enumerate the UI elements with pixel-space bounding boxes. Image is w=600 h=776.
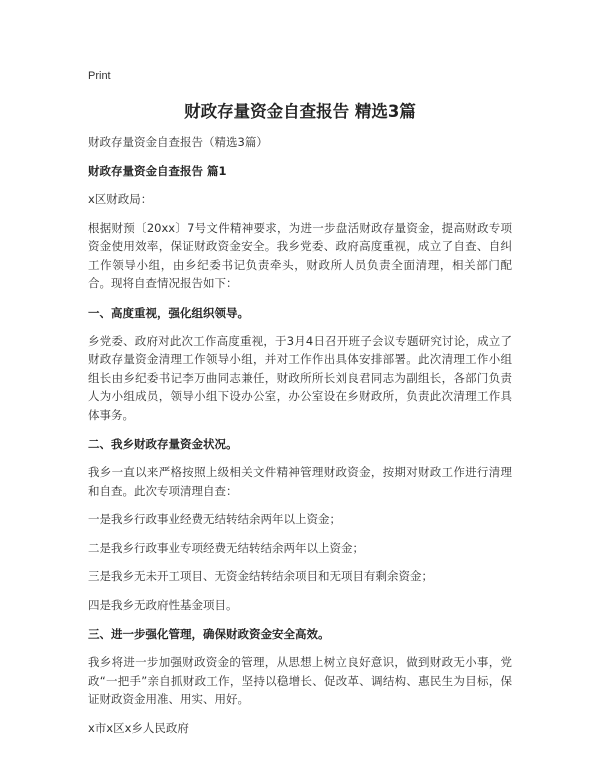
list-item-two: 二是我乡行政事业专项经费无结转结余两年以上资金； <box>88 540 364 555</box>
salutation: x区财政局： <box>88 192 153 206</box>
list-item-four: 四是我乡无政府性基金项目。 <box>88 597 238 612</box>
list-item-one: 一是我乡行政事业经费无结转结余两年以上资金； <box>88 512 341 526</box>
document-title: 财政存量资金自查报告 精选3篇 <box>184 102 416 121</box>
document-subtitle: 财政存量资金自查报告（精选3篇） <box>88 135 268 149</box>
paragraph-three: 我乡将进一步加强财政资金的管理，从思想上树立良好意识，做到财政无小事，党政“一把手”亲自抓财政工作，坚持以稳增长、促改革、调结构、惠民生为目标，保证财政资金用准、用实、用好。 <box>88 655 512 706</box>
heading-two: 二、我乡财政存量资金状况。 <box>88 437 238 451</box>
signature: x市x区x乡人民政府 <box>88 720 189 735</box>
print-label[interactable]: Print <box>88 70 111 82</box>
document-page <box>88 66 512 737</box>
section-title: 财政存量资金自查报告 篇1 <box>88 164 227 178</box>
paragraph-two: 我乡一直以来严格按照上级相关文件精神管理财政资金，按期对财政工作进行清理和自查。此次专项清理自查： <box>88 465 512 498</box>
heading-three: 三、进一步强化管理，确保财政资金安全高效。 <box>88 627 330 641</box>
list-item-three: 三是我乡无未开工项目、无资金结转结余项目和无项目有剩余资金； <box>88 569 433 583</box>
heading-one: 一、高度重视，强化组织领导。 <box>88 305 249 320</box>
intro-paragraph: 根据财预〔20xx〕7号文件精神要求，为进一步盘活财政存量资金，提高财政专项资金使用效率，保证财政资金安全。我乡党委、政府高度重视，成立了自查、自纠工作领导小组，由乡纪委书记负责牵头，财政所人员负责全面清理，相关部门配合。现将自查情况报告如下： <box>88 220 512 290</box>
paragraph-one: 乡党委、政府对此次工作高度重视，于3月4日召开班子会议专题研究讨论，成立了财政存量资金清理工作领导小组，并对工作作出具体安排部署。此次清理工作小组组长由乡纪委书记李万曲同志兼任，财政所所长刘良君同志为副组长，各部门负责人为小组成员，领导小组下设办公室，办公室设在乡财政所，负责此次清理工作具体事务。 <box>88 333 512 422</box>
